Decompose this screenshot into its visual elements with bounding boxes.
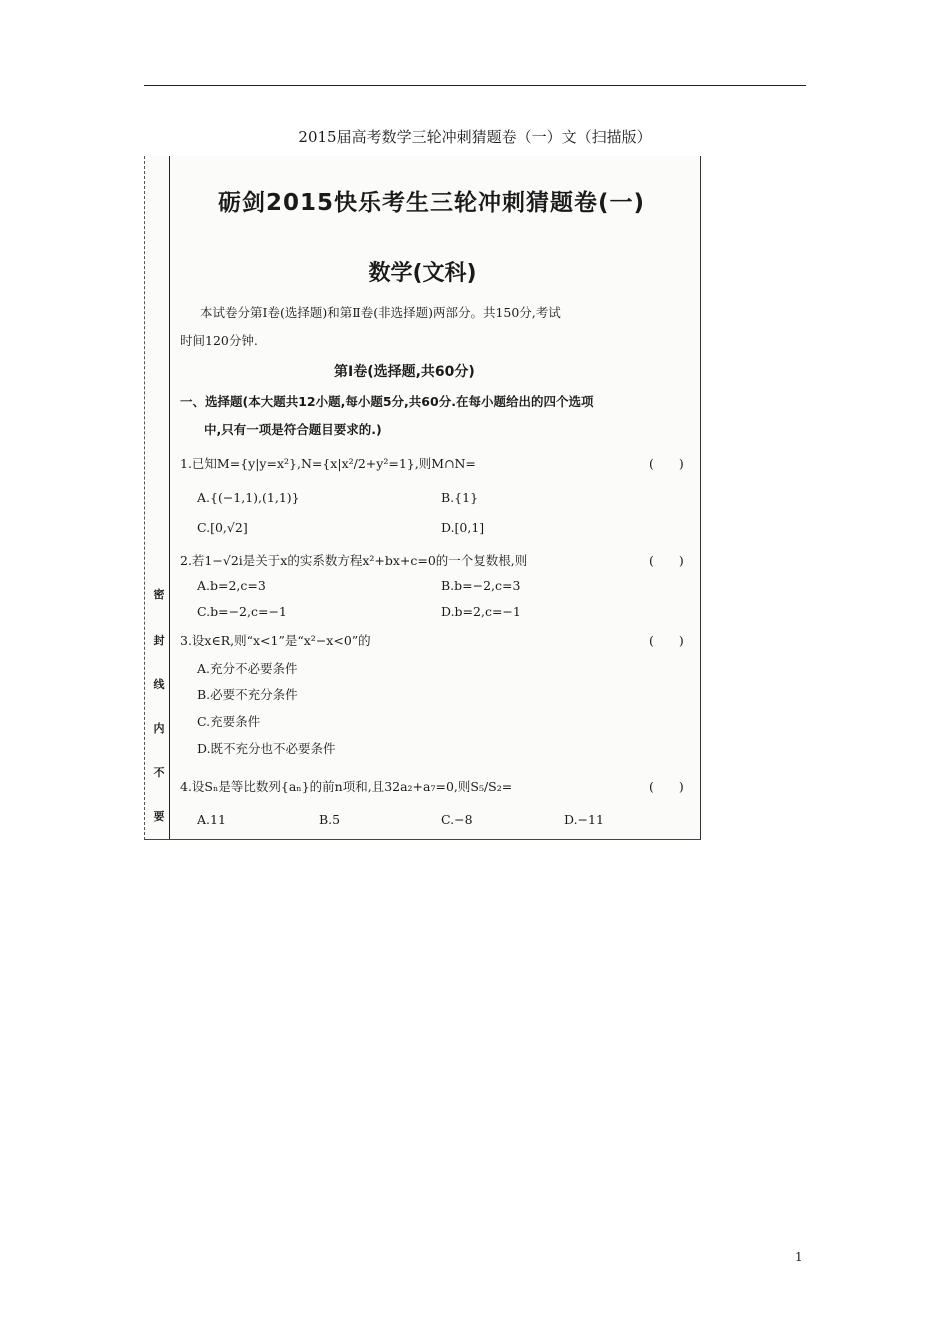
seal-char: 线 [153, 678, 165, 691]
intro-text: 时间120分钟. [180, 333, 258, 348]
answer-paren: ( ) [649, 553, 684, 568]
question-option: A.b=2,c=3 [197, 578, 266, 593]
document-title: 2015届高考数学三轮冲刺猜题卷（一）文（扫描版） [298, 128, 652, 146]
part-title: 第Ⅰ卷(选择题,共60分) [334, 364, 475, 380]
question-stem: 4.设Sₙ是等比数列{aₙ}的前n项和,且32a₂+a₇=0,则S₅/S₂= [180, 779, 513, 794]
question-option: C.充要条件 [197, 714, 261, 729]
question-option: D.b=2,c=−1 [441, 604, 521, 619]
question-stem: 2.若1−√2i是关于x的实系数方程x²+bx+c=0的一个复数根,则 [180, 553, 528, 568]
question-option: C.[0,√2] [197, 520, 248, 535]
page-number: 1 [795, 1250, 803, 1264]
question-option: B.5 [319, 812, 341, 827]
seal-char: 要 [153, 810, 165, 823]
answer-paren: ( ) [649, 456, 684, 471]
seal-char: 密 [153, 588, 165, 601]
question-stem: 3.设x∈R,则“x<1”是“x²−x<0”的 [180, 633, 371, 648]
question-option: C.b=−2,c=−1 [197, 604, 287, 619]
section-heading: 中,只有一项是符合题目要求的.) [204, 422, 382, 437]
question-option: B.{1} [441, 490, 479, 505]
question-option: A.11 [197, 812, 226, 827]
question-option: B.b=−2,c=3 [441, 578, 521, 593]
section-heading: 一、选择题(本大题共12小题,每小题5分,共60分.在每小题给出的四个选项 [180, 394, 594, 409]
seal-char: 不 [153, 766, 165, 779]
question-option: C.−8 [441, 812, 473, 827]
answer-paren: ( ) [649, 633, 684, 648]
answer-paren: ( ) [649, 779, 684, 794]
question-option: B.必要不充分条件 [197, 687, 298, 702]
question-option: D.[0,1] [441, 520, 485, 535]
exam-subject: 数学(文科) [368, 261, 477, 286]
question-option: D.既不充分也不必要条件 [197, 741, 336, 756]
intro-text: 本试卷分第Ⅰ卷(选择题)和第Ⅱ卷(非选择题)两部分。共150分,考试 [200, 305, 561, 320]
question-option: A.{(−1,1),(1,1)} [197, 490, 300, 505]
exam-title: 砺剑2015快乐考生三轮冲刺猜题卷(一) [218, 190, 646, 216]
seal-char: 封 [153, 634, 165, 647]
scanned-exam-image [144, 156, 701, 840]
question-stem: 1.已知M={y|y=x²},N={x|x²/2+y²=1},则M∩N= [180, 456, 476, 471]
scan-edge [144, 839, 701, 840]
header-rule [144, 85, 806, 86]
question-option: A.充分不必要条件 [197, 661, 298, 676]
seal-char: 内 [153, 722, 165, 735]
question-option: D.−11 [564, 812, 604, 827]
